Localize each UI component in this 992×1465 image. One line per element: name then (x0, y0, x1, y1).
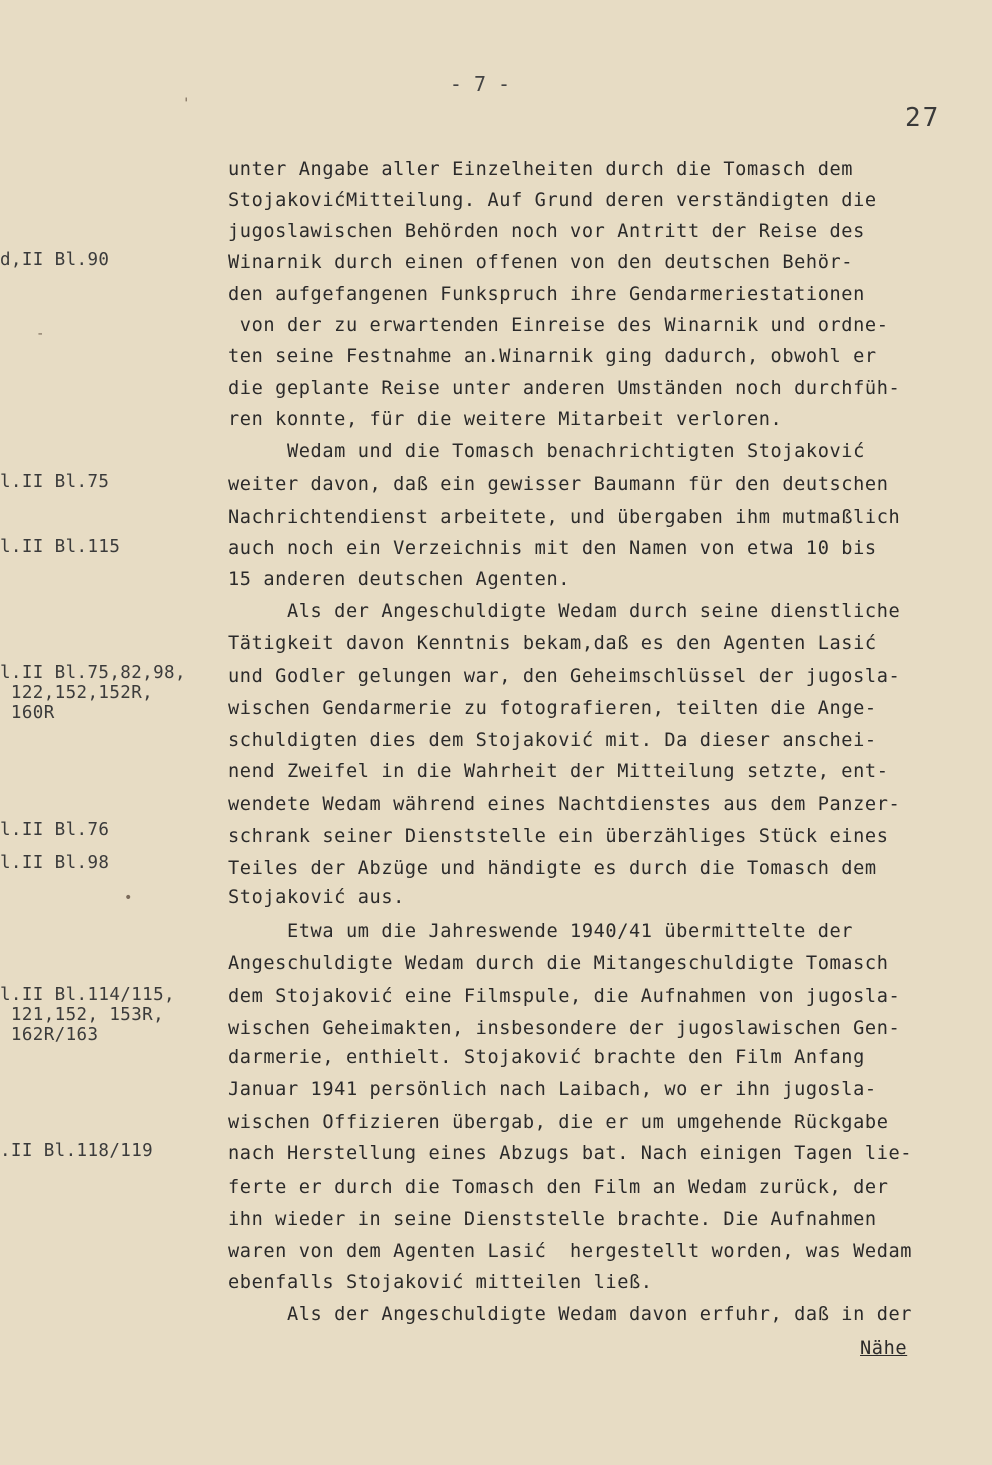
body-line: den aufgefangenen Funkspruch ihre Gendarmeriestationen (228, 284, 865, 305)
paper-mark: • (124, 890, 133, 906)
body-line: von der zu erwartenden Einreise des Winarnik und ordne- (228, 315, 889, 336)
body-line: Angeschuldigte Wedam durch die Mitangeschuldigte Tomasch (228, 953, 889, 974)
body-line: 15 anderen deutschen Agenten. (228, 569, 571, 590)
body-line: wischen Offizieren übergab, die er um umgehende Rückgabe (228, 1112, 889, 1133)
body-line: schrank seiner Dienststelle ein überzähliges Stück eines (228, 826, 889, 847)
body-line: Wedam und die Tomasch benachrichtigten Stojaković (228, 441, 865, 462)
body-line: jugoslawischen Behörden noch vor Antritt der Reise des (228, 221, 865, 242)
body-line: ihn wieder in seine Dienststelle brachte. Die Aufnahmen (228, 1209, 877, 1230)
body-line: Januar 1941 persönlich nach Laibach, wo er ihn jugosla- (228, 1079, 877, 1100)
body-line: wendete Wedam während eines Nachtdienstes aus dem Panzer- (228, 794, 901, 815)
margin-note: l.II Bl.75,82,98, 122,152,152R, 160R (0, 663, 186, 723)
body-line: ten seine Festnahme an.Winarnik ging dadurch, obwohl er (228, 346, 877, 367)
body-line: Etwa um die Jahreswende 1940/41 übermittelte der (228, 921, 854, 942)
body-line: darmerie, enthielt. Stojaković brachte den Film Anfang (228, 1047, 865, 1068)
paper-mark: ' (182, 96, 191, 112)
body-line: ren konnte, für die weitere Mitarbeit verloren. (228, 409, 783, 430)
body-line: ebenfalls Stojaković mitteilen ließ. (228, 1272, 653, 1293)
folio-number: 27 (905, 103, 941, 133)
body-line: waren von dem Agenten Lasić hergestellt worden, was Wedam (228, 1241, 913, 1262)
margin-note: d,II Bl.90 (0, 250, 110, 270)
body-line: Winarnik durch einen offenen von den deutschen Behör- (228, 252, 854, 273)
body-line: Tätigkeit davon Kenntnis bekam,daß es den Agenten Lasić (228, 633, 877, 654)
body-line: die geplante Reise unter anderen Umständen noch durchfüh- (228, 378, 901, 399)
margin-note: l.II Bl.115 (0, 537, 121, 557)
body-line: und Godler gelungen war, den Geheimschlüssel der jugosla- (228, 666, 901, 687)
paper-mark: - (36, 326, 45, 342)
body-line: auch noch ein Verzeichnis mit den Namen von etwa 10 bis (228, 538, 877, 559)
body-line: Teiles der Abzüge und händigte es durch die Tomasch dem (228, 858, 877, 879)
body-line: StojakovićMitteilung. Auf Grund deren verständigten die (228, 190, 877, 211)
margin-note: l.II Bl.114/115, 121,152, 153R, 162R/163 (0, 985, 175, 1045)
body-line: Als der Angeschuldigte Wedam durch seine dienstliche (228, 601, 901, 622)
margin-note: .II Bl.118/119 (0, 1141, 154, 1161)
page-number: - 7 - (449, 72, 511, 96)
body-line: wischen Gendarmerie zu fotografieren, teilten die Ange- (228, 698, 877, 719)
margin-note: l.II Bl.98 (0, 853, 110, 873)
body-line: Als der Angeschuldigte Wedam davon erfuhr, daß in der (228, 1304, 913, 1325)
body-line: dem Stojaković eine Filmspule, die Aufnahmen von jugosla- (228, 986, 901, 1007)
body-line: weiter davon, daß ein gewisser Baumann für den deutschen (228, 474, 889, 495)
margin-note: l.II Bl.76 (0, 820, 110, 840)
body-line: Stojaković aus. (228, 887, 405, 908)
margin-note: l.II Bl.75 (0, 472, 110, 492)
body-line: ferte er durch die Tomasch den Film an Wedam zurück, der (228, 1177, 889, 1198)
body-line: unter Angabe aller Einzelheiten durch die Tomasch dem (228, 159, 854, 180)
body-line: nach Herstellung eines Abzugs bat. Nach einigen Tagen lie- (228, 1143, 913, 1164)
body-line: Nachrichtendienst arbeitete, und übergaben ihm mutmaßlich (228, 507, 901, 528)
catchword: Nähe (860, 1338, 908, 1359)
body-line: wischen Geheimakten, insbesondere der jugoslawischen Gen- (228, 1018, 901, 1039)
body-line: nend Zweifel in die Wahrheit der Mitteilung setzte, ent- (228, 761, 889, 782)
body-line: schuldigten dies dem Stojaković mit. Da dieser anschei- (228, 730, 877, 751)
